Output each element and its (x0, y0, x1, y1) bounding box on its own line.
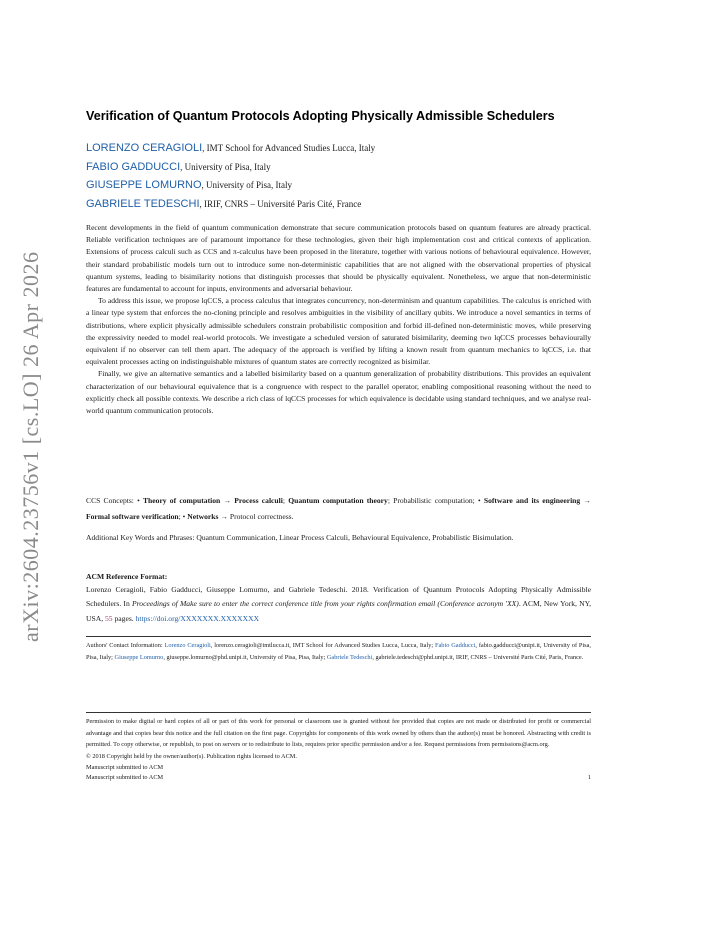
author-link[interactable]: Gabriele Tedeschi (326, 653, 373, 661)
acm-reference-text (86, 583, 591, 626)
page-count-link[interactable]: 55 (105, 613, 113, 623)
ccs-separator: ; • (178, 512, 188, 521)
acm-reference-heading: ACM Reference Format: (86, 572, 168, 581)
author-entry (86, 195, 375, 214)
reference-text: . ACM, New York, NY, USA, (86, 599, 592, 623)
ccs-concept: Formal software verification (86, 512, 179, 521)
permission-notice (86, 716, 591, 774)
ccs-concept: Software and its engineering (483, 496, 581, 505)
author-affiliation: , IMT School for Advanced Studies Lucca, Italy (202, 143, 376, 153)
reference-text: Lorenzo Ceragioli, Fabio Gadducci, Giuseppe Lomurno, and Gabriele Tedeschi. 2018. Verification of Quantum Protocols Adopting Physically Admissible Schedulers. In (86, 585, 591, 609)
submitted-line: Manuscript submitted to ACM (86, 764, 164, 772)
paper-title: Verification of Quantum Protocols Adopting Physically Admissible Schedulers (86, 109, 555, 123)
author-link[interactable]: Lorenzo Ceragioli (164, 642, 211, 649)
abstract-paragraph-3: Finally, we give an alternative semantics and a labelled bisimilarity based on a quantum generalization of probability distributions. This provides an equivalent characterization of our behavioural equivalence that is a congruence with respect to the parallel operator, enabling compositional reasoning without the need to explicitly check all possible contexts. We describe a rich class of lqCCS processes for which equivalence is decidable using standard techniques, and we analyse real-world quantum communication protocols. (86, 369, 591, 416)
divider (86, 636, 591, 637)
author-name[interactable]: GABRIELE TEDESCHI (86, 197, 200, 210)
author-link[interactable]: Giuseppe Lomurno (114, 653, 164, 661)
author-name[interactable]: FABIO GADDUCCI (86, 160, 181, 173)
author-name[interactable]: LORENZO CERAGIOLI (86, 142, 203, 154)
contact-text: , lorenzo.ceragioli@imtlucca.it, IMT School for Advanced Studies Lucca, Lucca, Italy; (210, 642, 435, 649)
contact-text: , gabriele.tedeschi@phd.unipi.it, IRIF, CNRS – Université Paris Cité, Paris, France. (372, 653, 584, 661)
copyright-line: © 2018 Copyright held by the owner/author(s). Publication rights licensed to ACM. (86, 752, 297, 760)
author-link[interactable]: Fabio Gadducci (435, 642, 476, 649)
proceedings-title: Proceedings of Make sure to enter the correct conference title from your rights confirmation email (Conference acronym 'XX) (131, 599, 519, 609)
contact-prefix: Authors' Contact Information: (86, 642, 165, 649)
divider (86, 712, 591, 713)
abstract-paragraph-1: Recent developments in the field of quantum communication demonstrate that secure communication protocols based on quantum features are already practical. Reliable verification techniques are of paramount importance for these technologies, given their high implementation cost and critical contexts of application. Extensions of process calculi such as CCS and π-calculus have been proposed in the literature, together with various notions of behavioural equivalence. However, their standard probabilistic models turn out to introduce some non-deterministic capabilities that are not aligned with the observational properties of physical quantum systems, leading to bisimilarity notions that distinguish processes that should be physically equivalent. Nonetheless, we argue that non-deterministic features are fundamental to account for inputs, environments and adversarial behaviour. (86, 223, 591, 294)
page-footer (86, 774, 591, 781)
ccs-concepts (86, 493, 591, 525)
author-affiliation: , IRIF, CNRS – Université Paris Cité, France (199, 198, 362, 209)
contact-text: , fabio.gadducci@unipi.it, University of Pisa, Pisa, Italy; (86, 642, 591, 661)
footer-label: Manuscript submitted to ACM (86, 774, 164, 781)
ccs-concept: Networks (187, 512, 219, 521)
ccs-concept: Quantum computation theory (288, 496, 388, 505)
keywords: Additional Key Words and Phrases: Quantum Communication, Linear Process Calculi, Behavioural Equivalence, Probabilistic Bisimulation. (86, 533, 514, 542)
ccs-separator: ; (282, 496, 289, 505)
arxiv-identifier: arXiv:2604.23756v1 [cs.LO] 26 Apr 2026 (18, 251, 43, 642)
ccs-label: CCS Concepts: • (86, 496, 143, 505)
page-number: 1 (587, 774, 591, 781)
abstract-paragraph-2: To address this issue, we propose lqCCS, a process calculus that integrates concurrency, non-determinism and quantum capabilities. The calculus is enriched with a linear type system that enforces the no-cloning principle and resolves ambiguities in the visibility of ancillary qubits. We introduce a novel semantics in terms of distributions, where explicit physically admissible schedulers constrain probabilistic composition and forbid ill-defined non-deterministic moves, while preserving the expressivity needed to model real-world protocols. We investigate a scheduled version of saturated bisimilarity, deeming two lqCCS processes behaviourally equivalent if no observer can tell them apart. The adequacy of the approach is verified by lifting a known result from quantum mechanics to lqCCS, i.e. that equivalent processes acting on indistinguishable mixtures of quantum states are correctly recognized as bisimilar. (86, 296, 591, 367)
abstract (86, 222, 591, 417)
reference-text: pages. (112, 613, 136, 623)
ccs-arrow: → (220, 496, 235, 505)
ccs-concept: ; Probabilistic computation; • (387, 496, 484, 505)
author-entry (86, 158, 375, 177)
permission-text: Permission to make digital or hard copies of all or part of this work for personal or classroom use is granted without fee provided that copies are not made or distributed for profit or commercial advantage and that copies bear this notice and the full citation on the first page. Copyrights for components of this work owned by others than the author(s) must be honored. Abstracting with credit is permitted. To copy otherwise, or republish, to post on servers or to redistribute to lists, requires prior specific permission and/or a fee. Request permissions from permissions@acm.org. (86, 718, 591, 749)
acm-reference (86, 571, 591, 626)
ccs-concept: → Protocol correctness. (218, 512, 294, 521)
contact-text: , giuseppe.lomurno@phd.unipi.it, University of Pisa, Pisa, Italy; (163, 653, 327, 661)
ccs-concept: Theory of computation (142, 496, 221, 505)
author-name[interactable]: GIUSEPPE LOMURNO (86, 179, 202, 192)
ccs-concept: Process calculi (234, 496, 283, 505)
ccs-arrow: → (580, 496, 591, 505)
author-affiliation: , University of Pisa, Italy (180, 161, 271, 172)
author-entry (86, 139, 375, 158)
author-list (86, 139, 375, 213)
author-entry (86, 176, 375, 195)
author-affiliation: , University of Pisa, Italy (201, 180, 293, 191)
author-contact-info (86, 640, 591, 663)
doi-link[interactable]: https://doi.org/XXXXXXX.XXXXXXX (135, 613, 260, 623)
